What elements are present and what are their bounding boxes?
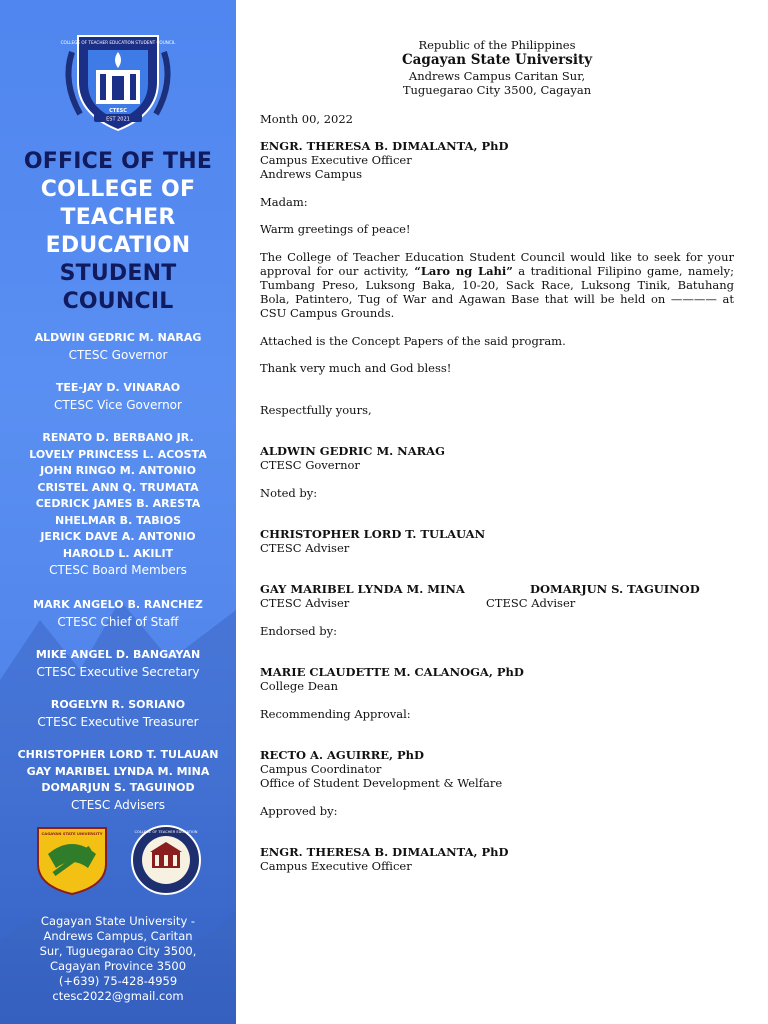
logo-est-text: EST 2021 [106,116,130,123]
cte-seal [132,826,200,894]
csu-seal [38,828,106,894]
adviser-name: GAY MARIBEL LYNDA M. MINA [260,582,465,596]
thanks-line: Thank very much and God bless! [260,361,452,375]
cte-seal-text: COLLEGE OF TEACHER EDUCATION [134,830,198,834]
campus-address-line: Andrews Campus Caritan Sur, [408,69,586,83]
approver-name: ENGR. THERESA B. DIMALANTA, PhD [260,845,509,859]
vice-governor-block [0,380,236,413]
officer-name: ROGELYN R. SORIANO [50,698,186,711]
adviser-block [260,527,734,555]
address-line: Cagayan State University - [40,914,196,928]
greeting: Warm greetings of peace! [260,222,411,236]
officer-role: CTESC Governor [68,347,168,362]
exec-secretary-block [0,647,236,680]
adviser-name: CHRISTOPHER LORD T. TULAUAN [17,748,219,761]
endorsed-by-label: Endorsed by: [260,624,338,638]
officer-role: CTESC Board Members [49,563,187,577]
board-member-name: CEDRICK JAMES B. ARESTA [35,497,201,510]
office-title-line: EDUCATION [45,233,191,258]
approver-title: Campus Executive Officer [260,859,412,873]
adviser-name: DOMARJUN S. TAGUINOD [41,781,195,794]
exec-treasurer-block [0,697,236,730]
body-paragraph [260,250,734,320]
signer-name: ALDWIN GEDRIC M. NARAG [260,444,445,458]
coordinator-name: RECTO A. AGUIRRE, PhD [260,748,425,762]
coordinator-office: Office of Student Development & Welfare [260,776,503,790]
signer-title: CTESC Governor [260,458,360,472]
council-logo [58,22,178,134]
office-title-line: STUDENT [59,261,177,286]
officer-role: CTESC Executive Secretary [36,664,200,679]
board-member-name: CRISTEL ANN Q. TRUMATA [37,480,199,494]
address-line: Andrews Campus, Caritan [43,929,193,943]
officer-name: TEE-JAY D. VINARAO [55,381,181,394]
logo-shield-text: CTESC [109,108,127,114]
officer-role: CTESC Executive Treasurer [37,714,199,729]
adviser-block [486,582,736,610]
attachment-note: Attached is the Concept Papers of the said program. [260,334,566,348]
officer-role: CTESC Advisers [71,797,165,812]
coordinator-block [260,748,734,790]
adviser-name: GAY MARIBEL LYNDA M. MINA [26,764,210,778]
governor-block [0,330,236,363]
closing: Respectfully yours, [260,403,372,417]
activity-name: “Laro ng Lahi” [414,264,513,278]
sidebar-panel [0,0,236,1024]
body-text-after: a traditional Filipino game, namely; Tumbang Preso, Luksong Baka, 10-20, Sack Race, Luksong Tinik, Batuhang Bola, Patintero, Tug of War and Agawan Base that will be held on ———— at CSU Campus Grounds. [260,264,734,320]
board-member-name: HAROLD L. AKILIT [62,546,174,560]
recommending-label: Recommending Approval: [260,707,411,721]
letterhead [260,38,734,97]
csu-seal-text: CAGAYAN STATE UNIVERSITY [41,831,103,836]
approved-by-label: Approved by: [260,804,338,818]
office-title-line: COUNCIL [62,289,174,314]
recipient-name: ENGR. THERESA B. DIMALANTA, PhD [260,139,509,153]
contact-footer [0,914,236,1004]
recipient-title: Campus Executive Officer [260,153,412,167]
adviser-title: CTESC Adviser [260,596,350,610]
chief-of-staff-block [0,597,236,630]
phone-number: (+639) 75-428-4959 [58,974,178,988]
address-line: Sur, Tuguegarao City 3500, [39,944,197,958]
office-title [0,148,236,316]
university-name: Cagayan State University [401,52,593,68]
email-address: ctesc2022@gmail.com [52,989,184,1003]
officer-name: MIKE ANGEL D. BANGAYAN [35,648,201,661]
body-text-before: The College of Teacher Education Student Council would like to seek for your approval for our activity, [260,250,734,278]
officer-role: CTESC Chief of Staff [57,614,179,629]
logo-ring-text: COLLEGE OF TEACHER EDUCATION STUDENT COUNCIL [60,40,176,45]
coordinator-title: Campus Coordinator [260,762,382,776]
adviser-name: DOMARJUN S. TAGUINOD [530,582,700,596]
letter-date: Month 00, 2022 [260,112,353,126]
board-members-block [0,430,236,579]
officer-name: MARK ANGELO B. RANCHEZ [33,598,203,611]
noted-by-label: Noted by: [260,486,318,500]
board-member-name: JOHN RINGO M. ANTONIO [40,464,196,477]
officer-name: ALDWIN GEDRIC M. NARAG [34,331,202,344]
campus-address-line: Tuguegarao City 3500, Cagayan [402,83,592,97]
office-title-line: OFFICE OF THE [23,149,213,174]
board-member-name: JERICK DAVE A. ANTONIO [40,530,196,543]
recipient-block [260,139,734,181]
republic-line: Republic of the Philippines [418,38,576,52]
officer-role: CTESC Vice Governor [54,397,182,412]
adviser-name: CHRISTOPHER LORD T. TULAUAN [260,527,486,541]
salutation: Madam: [260,195,308,209]
approver-block [260,845,734,873]
board-member-name: LOVELY PRINCESS L. ACOSTA [29,447,207,461]
dean-title: College Dean [260,679,338,693]
office-title-line: COLLEGE OF [40,177,196,202]
adviser-title: CTESC Adviser [260,541,350,555]
signer-block [260,444,734,472]
office-title-line: TEACHER [60,205,176,230]
recipient-office: Andrews Campus [260,167,363,181]
advisers-block [0,747,236,813]
adviser-block [260,582,490,610]
adviser-title: CTESC Adviser [486,596,576,610]
dean-block [260,665,734,693]
dean-name: MARIE CLAUDETTE M. CALANOGA, PhD [260,665,524,679]
board-member-name: NHELMAR B. TABIOS [54,513,181,527]
board-member-name: RENATO D. BERBANO JR. [42,431,194,444]
address-line: Cagayan Province 3500 [49,959,187,973]
university-seals [34,824,204,896]
